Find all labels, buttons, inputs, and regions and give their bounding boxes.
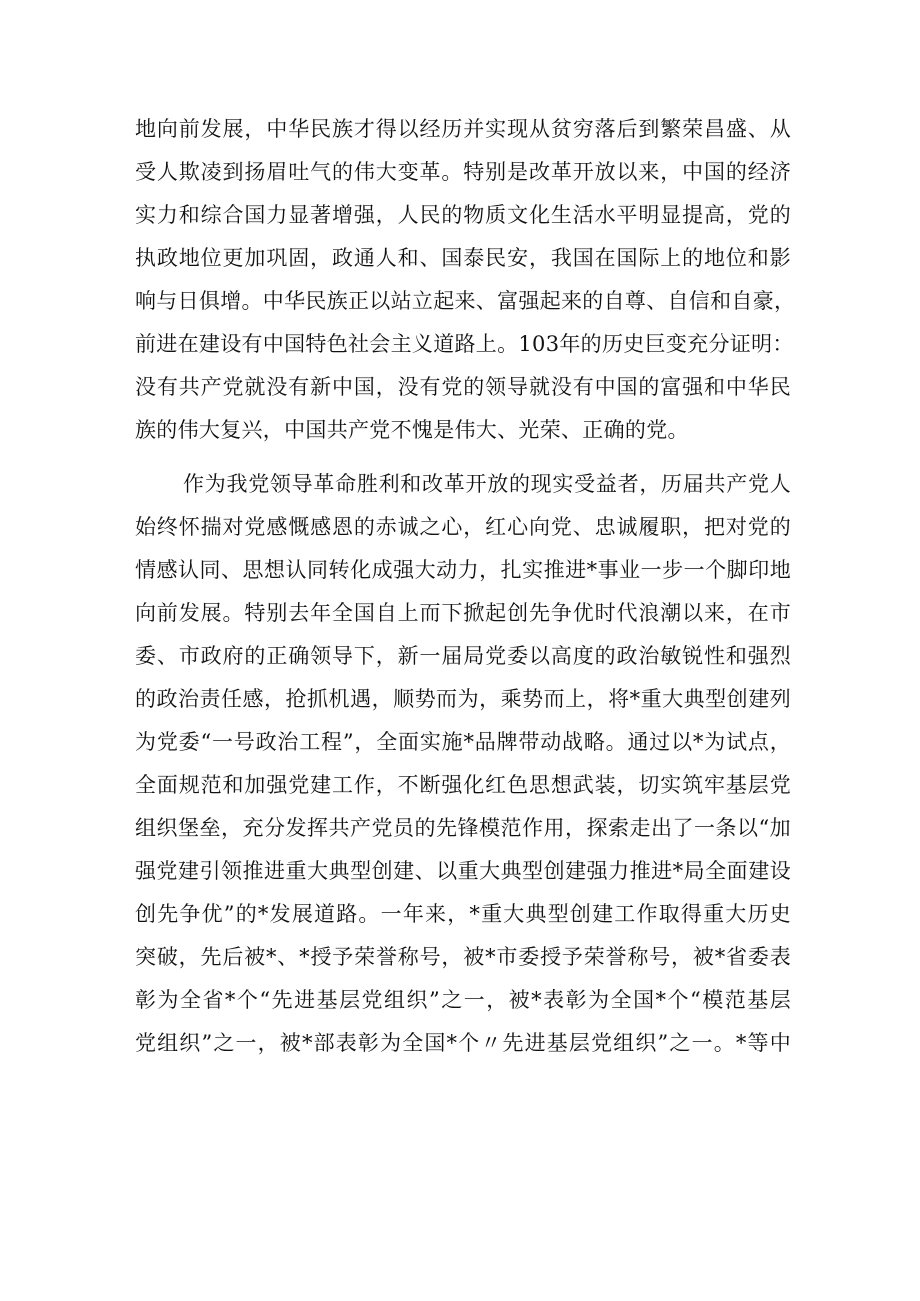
text-line: 突破，先后被*、*授予荣誉称号，被*市委授予荣誉称号，被*省委表 — [135, 945, 791, 969]
text-line: 地向前发展，中华民族才得以经历并实现从贫穷落后到繁荣昌盛、从 — [135, 117, 791, 141]
text-line: 向前发展。特别去年全国自上而下掀起创先争优时代浪潮以来，在市 — [135, 601, 791, 625]
paragraph-gap — [135, 452, 791, 463]
text-line: 为党委“一号政治工程”，全面实施*品牌带动战略。通过以*为试点， — [135, 730, 791, 754]
text-line: 执政地位更加巩固，政通人和、国泰民安，我国在国际上的地位和影 — [135, 246, 791, 270]
text-line: 党组织”之一，被*部表彰为全国*个〃先进基层党组织”之一。*等中 — [135, 1031, 791, 1055]
text-line: 前进在建设有中国特色社会主义道路上。103年的历史巨变充分证明： — [135, 332, 794, 356]
text-line: 全面规范和加强党建工作，不断强化红色思想武装，切实筑牢基层党 — [135, 773, 791, 797]
text-line: 族的伟大复兴，中国共产党不愧是伟大、光荣、正确的党。 — [135, 418, 689, 442]
text-line: 强党建引领推进重大典型创建、以重大典型创建强力推进*局全面建设 — [135, 859, 791, 883]
text-line: 没有共产党就没有新中国，没有党的领导就没有中国的富强和中华民 — [135, 375, 791, 399]
text-line: 作为我党领导革命胜利和改革开放的现实受益者，历届共产党人 — [183, 472, 791, 496]
text-line: 彰为全省*个“先进基层党组织”之一，被*表彰为全国*个“模范基层 — [135, 988, 791, 1012]
paragraph-1 — [135, 108, 796, 452]
body-text — [135, 108, 796, 1065]
text-line: 组织堡垒，充分发挥共产党员的先锋模范作用，探索走出了一条以“加 — [135, 816, 791, 840]
text-line: 受人欺凌到扬眉吐气的伟大变革。特别是改革开放以来，中国的经济 — [135, 160, 791, 184]
text-line: 情感认同、思想认同转化成强大动力，扎实推进*事业一步一个脚印地 — [135, 558, 791, 582]
text-line: 实力和综合国力显著增强，人民的物质文化生活水平明显提高，党的 — [135, 203, 791, 227]
text-line: 委、市政府的正确领导下，新一届局党委以高度的政治敏锐性和强烈 — [135, 644, 791, 668]
text-line: 始终怀揣对党感慨感恩的赤诚之心，红心向党、忠诚履职，把对党的 — [135, 515, 791, 539]
text-line: 创先争优”的*发展道路。一年来，*重大典型创建工作取得重大历史 — [135, 902, 791, 926]
text-line: 响与日俱增。中华民族正以站立起来、富强起来的自尊、自信和自豪， — [135, 289, 796, 313]
text-line: 的政治责任感，抢抓机遇，顺势而为，乘势而上，将*重大典型创建列 — [135, 687, 791, 711]
paragraph-2 — [135, 463, 791, 1065]
